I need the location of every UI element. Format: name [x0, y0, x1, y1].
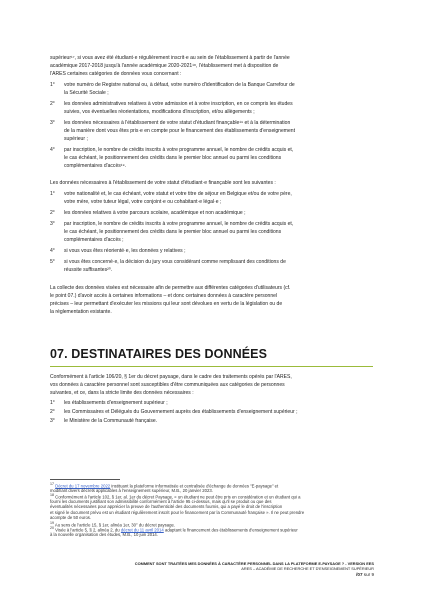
footnote-number: 18 [50, 493, 54, 497]
list-item-line: votre numéro de Registre national ou, à défaut, votre numéro d'identification de la Banque Carrefour de [64, 82, 295, 88]
list-item-line: le cas échéant, le positionnement des crédits dans le premier bloc annuel ou parmi les conditions [64, 155, 282, 161]
footnote-text: Au sens de l'article 15, § 1er, alinéa 1er, 30° du décret paysage. [54, 521, 176, 527]
page-number [356, 572, 374, 577]
list-number: 3° [50, 221, 55, 227]
list-number: 4° [50, 248, 55, 254]
list-item-line: supérieur ; [64, 136, 88, 142]
list-number: 3° [50, 418, 55, 424]
footnote-number: 19 [50, 520, 54, 525]
list-number: 4° [50, 147, 55, 153]
footnote-separator [50, 479, 120, 480]
list-item-line: le cas échéant, le positionnement des crédits dans le premier bloc annuel ou parmi les conditions [64, 229, 282, 235]
list-item-line: par inscription, le nombre de crédits inscrits à votre programme annuel, le nombre de crédits acquis et, [64, 147, 294, 153]
list-item-line: les établissements d'enseignement supérieur ; [64, 400, 168, 406]
footnote-continuation: modifiant divers décrets applicables à l'enseignement supérieur, M.B., 20 janvier 2023. [50, 487, 213, 493]
list-item-line: votre mère, votre tuteur légal, votre conjoint·e ou cohabitant·e légal·e ; [64, 199, 222, 205]
footnote-text: Conformément à l'article 102, § 1er, al. 1er du décret Paysage, « un étudiant ne peut être pris en considération et un étudiant qui a [55, 494, 301, 500]
list-number: 1° [50, 82, 55, 88]
paragraph-line: Conformément à l'article 106/20, § 1er du décret paysage, dans le cadre des traitements opérés par l'ARES, [50, 374, 292, 380]
list-item-line: le Ministère de la Communauté française. [64, 418, 158, 424]
footnote-continuation: acompte de 50 euros. [50, 515, 92, 520]
paragraph-line: supérieur¹⁷, si vous avez été étudiant·e régulièrement inscrit·e au sein de l'établissement à partir de l'année [50, 55, 290, 61]
list-number: 2° [50, 409, 55, 415]
list-item-line: réussite suffisantes²⁰. [64, 267, 113, 273]
paragraph-line: académique 2017-2018 jusqu'à l'année académique 2020-2021¹⁸, l'établissement met à disposition de [50, 63, 279, 69]
paragraph-intro: Les données nécessaires à l'établissement de votre statut d'étudiant·e finançable sont les suivantes : [50, 180, 276, 186]
list-number: 3° [50, 120, 55, 126]
list-item-line: complémentaires d'accès ; [64, 237, 124, 243]
footnote-link[interactable]: décret du 11 avril 2014 [120, 527, 164, 533]
footnote-text: instituant la plateforme informatisée et centralisée d'échange de données "E-paysage" et [111, 483, 279, 489]
paragraph-line: le point 07.) d'avoir accès à certaines informations – et donc certaines données à caractère personnel [50, 293, 278, 299]
list-item-line: de la manière dont vous êtes pris·e en compte pour le financement des établissements d'enseignement [64, 128, 296, 134]
list-item-line: suivies, vos éventuelles réorientations, modifications d'inscription, et/ou allègements ; [64, 109, 255, 115]
footnote-number: 17 [50, 482, 54, 486]
footnote-text: Visée à l'article 5, § 2, alinéa 2, du [55, 527, 120, 533]
footnote-link[interactable]: Décret du 17 novembre 2022 [55, 483, 111, 489]
footnote-continuation: fourni les documents justifiant son admissibilité conformément à l'article 95 ci-dessus, mais qu'il se produit ou que des [50, 498, 272, 504]
paragraph-line: la réglementation existante. [50, 309, 112, 315]
list-number: 5° [50, 259, 55, 265]
list-item-line: la Sécurité Sociale ; [64, 90, 109, 96]
heading-underline [50, 366, 373, 367]
footnote-continuation: et signé le document prévu est un étudiant régulièrement inscrit pour le financement par la Communauté française ». Il ne peut prendre [50, 509, 305, 515]
paragraph-line: l'ARES certaines catégories de données vous concernant : [50, 71, 182, 77]
list-number: 2° [50, 210, 55, 216]
list-item-line: si vous vous êtes réorienté·e, les données y relatives ; [64, 248, 186, 254]
list-number: 1° [50, 191, 55, 197]
page-current: /07 [356, 572, 363, 577]
list-item-line: les données administratives relatives à votre admission et à votre inscription, en ce compris les études [64, 101, 293, 107]
paragraph-line: suivantes, et ce, dans la stricte limite des données nécessaires : [50, 390, 194, 396]
list-item-line: votre nationalité et, le cas échéant, votre statut et votre titre de séjour en Belgique et/ou de votre père, [64, 191, 292, 197]
paragraph-line: vos données à caractère personnel sont susceptibles d'être communiquées aux catégories de personnes [50, 382, 285, 388]
footnote-continuation: à la nouvelle organisation des études, M.B., 10 juin 2014. [50, 531, 158, 537]
paragraph-line: La collecte des données visées est nécessaire afin de permettre aux différentes catégories d'utilisateurs (cf. [50, 285, 291, 291]
footnote-number: 20 [50, 526, 54, 530]
page-total: sur 9 [363, 572, 374, 577]
list-number: 1° [50, 400, 55, 406]
list-item-line: complémentaires d'accès¹⁹. [64, 163, 127, 169]
list-item-line: si vous êtes concerné·e, la décision du jury vous considérant comme remplissant des conditions de [64, 259, 286, 265]
list-item-line: les données relatives à votre parcours scolaire, académique et non académique ; [64, 210, 246, 216]
list-number: 2° [50, 101, 55, 107]
footer-subtitle: ARES – ACADÉMIE DE RECHERCHE ET D'ENSEIGNEMENT SUPÉRIEUR [241, 566, 374, 571]
footnote-text: adaptant le financement des établissements d'enseignement supérieur [164, 527, 298, 533]
list-item-line: les données nécessaires à l'établissement de votre statut d'étudiant finançable¹⁹ et à la détermination [64, 120, 291, 126]
section-heading: 07. DESTINATAIRES DES DONNÉES [50, 347, 268, 361]
footnote-continuation: éventualités nécessaires pour apprécier la preuve de l'authenticité des documents fournis, qui a payé le droit de l'inscription [50, 504, 283, 509]
list-item-line: les Commissaires et Délégués du Gouvernement auprès des établissements d'enseignement supérieur ; [64, 409, 298, 415]
list-item-line: par inscription, le nombre de crédits inscrits à votre programme annuel, le nombre de crédits acquis et, [64, 221, 294, 227]
paragraph-line: précises – leur permettant d'exécuter les missions qui leur sont dévolues en vertu de la législation ou de [50, 301, 283, 307]
footer-title: COMMENT SONT TRAITÉES MES DONNÉES À CARACTÈRE PERSONNEL DANS LA PLATEFORME E-PAYSAGE ? - VERSION EES [134, 561, 374, 566]
